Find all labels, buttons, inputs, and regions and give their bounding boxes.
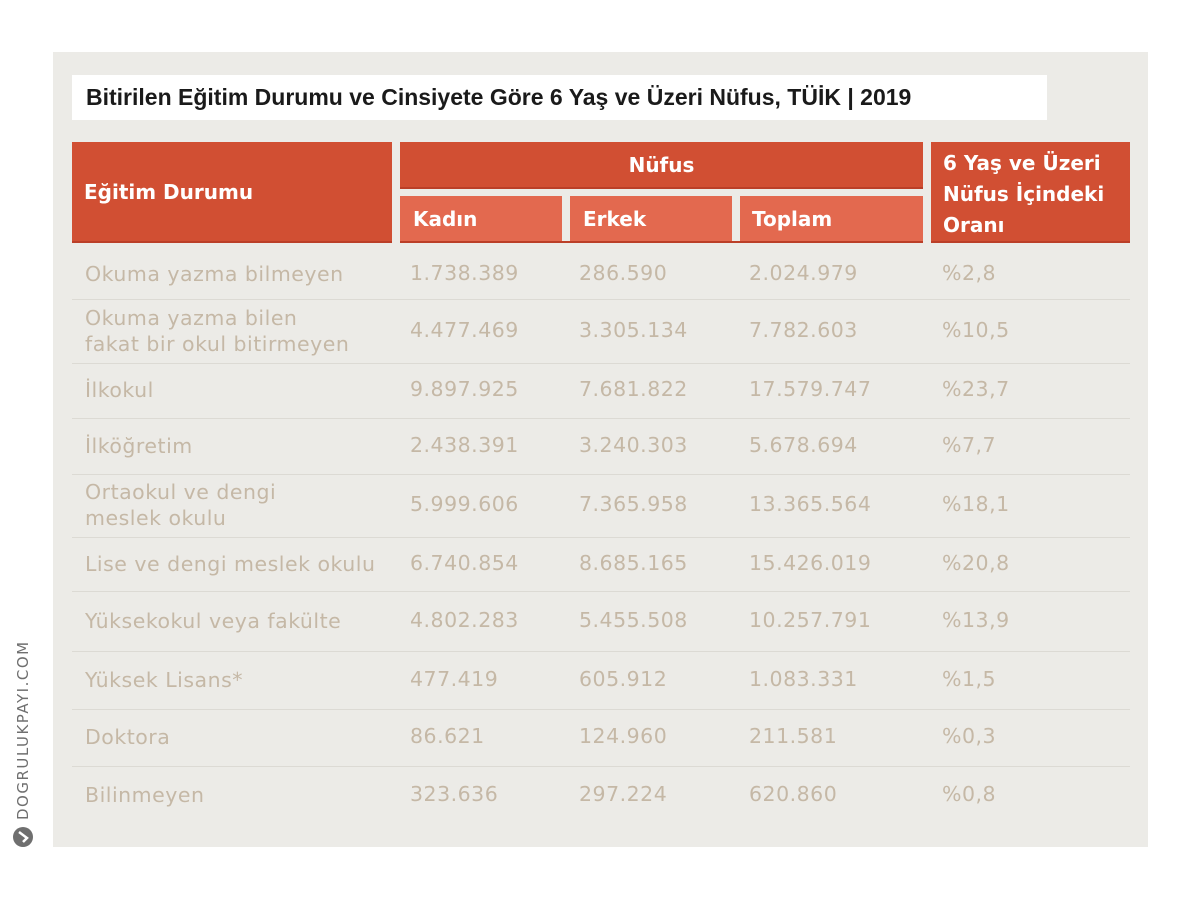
header-oran-line: 6 Yaş ve Üzeri — [943, 151, 1101, 175]
cell-kadin: 9.897.925 — [410, 377, 519, 401]
row-label-line: Okuma yazma bilen — [85, 305, 298, 330]
cell-kadin: 4.802.283 — [410, 607, 519, 632]
cell-kadin: 2.438.391 — [410, 432, 519, 457]
header-toplam-label: Toplam — [752, 207, 833, 231]
cell-kadin: 6.740.854 — [410, 550, 519, 575]
header-underline — [400, 187, 923, 189]
cell-kadin: 86.621 — [410, 724, 485, 748]
row-label — [85, 608, 341, 634]
title-box — [72, 75, 1047, 120]
cell-kadin: 4.477.469 — [410, 317, 519, 342]
header-underline — [400, 241, 923, 243]
cell-toplam: 5.678.694 — [749, 432, 858, 457]
cell-erkek: 3.305.134 — [579, 317, 688, 342]
row-label-line: Bilinmeyen — [85, 782, 205, 807]
row-label-line: İlkokul — [85, 378, 154, 402]
cell-erkek: 7.681.822 — [579, 377, 688, 401]
row-label — [85, 479, 276, 531]
row-label-line: Doktora — [85, 725, 171, 749]
row-divider — [72, 299, 1130, 300]
header-kadin-label: Kadın — [413, 207, 478, 231]
row-label-line: Lise ve dengi meslek okulu — [85, 551, 376, 576]
cell-erkek: 605.912 — [579, 666, 668, 691]
cell-oran: %23,7 — [942, 377, 1010, 401]
cell-toplam: 211.581 — [749, 724, 838, 748]
cell-toplam: 15.426.019 — [749, 550, 872, 575]
row-label — [85, 433, 193, 459]
header-erkek-label: Erkek — [583, 207, 647, 231]
row-label — [85, 782, 204, 808]
dogrulukpayi-logo-icon — [12, 826, 34, 848]
cell-toplam: 13.365.564 — [749, 492, 872, 516]
row-label-line: meslek okulu — [85, 506, 227, 530]
row-label — [85, 551, 375, 577]
header-toplam — [740, 196, 923, 242]
header-underline — [72, 241, 392, 243]
cell-erkek: 3.240.303 — [579, 432, 688, 457]
row-divider — [72, 591, 1130, 592]
header-underline — [931, 241, 1130, 243]
header-erkek — [570, 196, 732, 242]
cell-toplam: 1.083.331 — [749, 666, 858, 691]
cell-toplam: 2.024.979 — [749, 260, 858, 285]
cell-kadin: 1.738.389 — [410, 260, 519, 285]
cell-toplam: 10.257.791 — [749, 607, 872, 632]
row-divider — [72, 766, 1130, 767]
header-egitim-durumu — [72, 142, 392, 242]
row-label — [85, 667, 243, 693]
cell-erkek: 8.685.165 — [579, 550, 688, 575]
cell-erkek: 286.590 — [579, 260, 668, 285]
cell-oran: %20,8 — [942, 550, 1010, 575]
row-label-line: fakat bir okul bitirmeyen — [85, 331, 350, 356]
header-oran — [931, 142, 1130, 242]
cell-toplam: 17.579.747 — [749, 377, 872, 401]
header-nufus-label: Nüfus — [628, 153, 695, 177]
row-divider — [72, 709, 1130, 710]
cell-erkek: 124.960 — [579, 724, 668, 748]
row-divider — [72, 363, 1130, 364]
row-label — [85, 261, 344, 287]
cell-erkek: 7.365.958 — [579, 492, 688, 516]
cell-toplam: 620.860 — [749, 781, 838, 806]
cell-oran: %7,7 — [942, 432, 997, 457]
cell-erkek: 297.224 — [579, 781, 668, 806]
cell-oran: %10,5 — [942, 317, 1010, 342]
row-divider — [72, 537, 1130, 538]
cell-oran: %18,1 — [942, 492, 1010, 516]
cell-kadin: 477.419 — [410, 666, 499, 691]
watermark — [12, 640, 34, 848]
cell-oran: %0,3 — [942, 724, 997, 748]
row-label — [85, 724, 170, 750]
page-title: Bitirilen Eğitim Durumu ve Cinsiyete Göre 6 Yaş ve Üzeri Nüfus, TÜİK | 2019 — [86, 84, 912, 110]
cell-oran: %2,8 — [942, 260, 997, 285]
cell-erkek: 5.455.508 — [579, 607, 688, 632]
row-divider — [72, 474, 1130, 475]
cell-oran: %0,8 — [942, 781, 997, 806]
cell-toplam: 7.782.603 — [749, 317, 858, 342]
header-oran-line: Nüfus İçindeki — [943, 182, 1105, 206]
header-kadin — [400, 196, 562, 242]
row-label-line: Yüksekokul veya fakülte — [85, 608, 342, 633]
header-nufus — [400, 142, 923, 188]
row-divider — [72, 651, 1130, 652]
row-label-line: İlköğretim — [85, 433, 193, 458]
header-oran-line: Oranı — [943, 213, 1005, 237]
row-label-line: Okuma yazma bilmeyen — [85, 261, 344, 286]
row-label — [85, 377, 154, 403]
row-label-line: Ortaokul ve dengi — [85, 480, 277, 504]
cell-oran: %1,5 — [942, 666, 997, 691]
cell-kadin: 5.999.606 — [410, 492, 519, 516]
row-label — [85, 305, 349, 357]
cell-kadin: 323.636 — [410, 781, 499, 806]
row-label-line: Yüksek Lisans* — [85, 667, 243, 692]
row-divider — [72, 418, 1130, 419]
cell-oran: %13,9 — [942, 607, 1010, 632]
header-egitim-label: Eğitim Durumu — [84, 180, 254, 204]
watermark-text: DOGRULUKPAYI.COM — [14, 640, 32, 820]
